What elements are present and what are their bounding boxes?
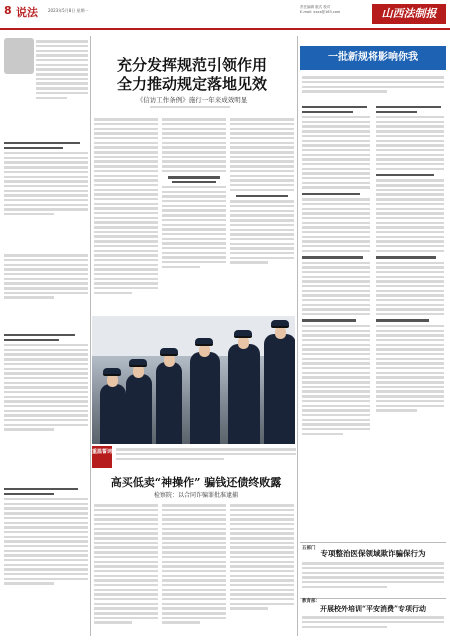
right-banner: 一批新规将影响你我: [300, 46, 446, 70]
right-subhead: [302, 193, 370, 195]
column-divider: [297, 36, 298, 636]
left-headline-4: [4, 488, 88, 495]
bottom-kicker-2: 教育部：: [302, 599, 320, 604]
columnist-portrait: [4, 38, 34, 74]
bottom-kicker-1: 五部门: [302, 546, 316, 551]
right-subhead: [302, 256, 370, 258]
contact-email: E-mail: xxxx@163.com: [300, 10, 341, 14]
right-body-col-2: [376, 102, 444, 542]
contact-line: 责任编辑 版式 校对: [300, 5, 331, 9]
right-subhead: [302, 319, 370, 321]
newspaper-masthead: 山西法制报: [372, 4, 446, 24]
main-body-col-1: [94, 116, 158, 312]
main-body-col-3: [230, 116, 294, 312]
bottom-body-2: [302, 614, 444, 636]
section-name: 说法: [16, 6, 38, 19]
second-body-col-3: [230, 502, 294, 636]
left-headline-3: [4, 334, 88, 341]
left-headline-1: [4, 142, 88, 149]
left-article-4: [4, 484, 88, 636]
main-body-col-2: [162, 116, 226, 312]
photo-caption: [116, 446, 296, 462]
bottom-headline-1: 专项整治医保领域欺诈骗保行为: [320, 549, 426, 558]
bottom-headline-2: 开展校外培训“平安消费”专项行动: [319, 604, 427, 613]
section-divider: [300, 598, 446, 599]
right-subhead: [376, 319, 444, 321]
right-subhead: [302, 106, 370, 113]
right-subhead: [376, 106, 444, 113]
main-inner-subhead: [162, 176, 226, 183]
editor-contact: [300, 5, 340, 15]
second-headline: 高买低卖“神操作” 骗钱还债终败露: [110, 476, 282, 489]
main-headline-line1: 充分发挥规范引领作用: [116, 56, 267, 74]
main-headline-line2: 全力推动规定落地见效: [116, 75, 267, 93]
right-intro: [302, 74, 444, 98]
second-subheadline: 检察院：以合同诈骗罪批准逮捕: [153, 492, 238, 499]
right-subhead: [376, 256, 444, 258]
right-body-col-1: [302, 102, 370, 542]
news-photo-officers: [92, 316, 295, 444]
column-intro-text: [36, 38, 88, 134]
page-header: [0, 0, 450, 30]
main-headline: [92, 56, 292, 94]
left-article-2: [4, 252, 88, 322]
main-byline: [150, 106, 230, 108]
right-subhead: [376, 174, 444, 176]
left-article-3: [4, 330, 88, 480]
section-divider: [300, 542, 446, 543]
column-divider: [90, 36, 91, 636]
bottom-body-1: [302, 560, 444, 596]
second-body-col-2: [162, 502, 226, 636]
main-inner-subhead: [230, 195, 294, 197]
left-article-1: [4, 138, 88, 248]
main-subheadline: 《信访工作条例》施行一年来成效明显: [136, 96, 248, 104]
second-body-col-1: [94, 502, 158, 636]
issue-date: 2023年5月8日 星期一: [48, 8, 89, 13]
page-number: 8: [4, 4, 12, 17]
photo-tag: 重温誓词: [92, 446, 112, 468]
